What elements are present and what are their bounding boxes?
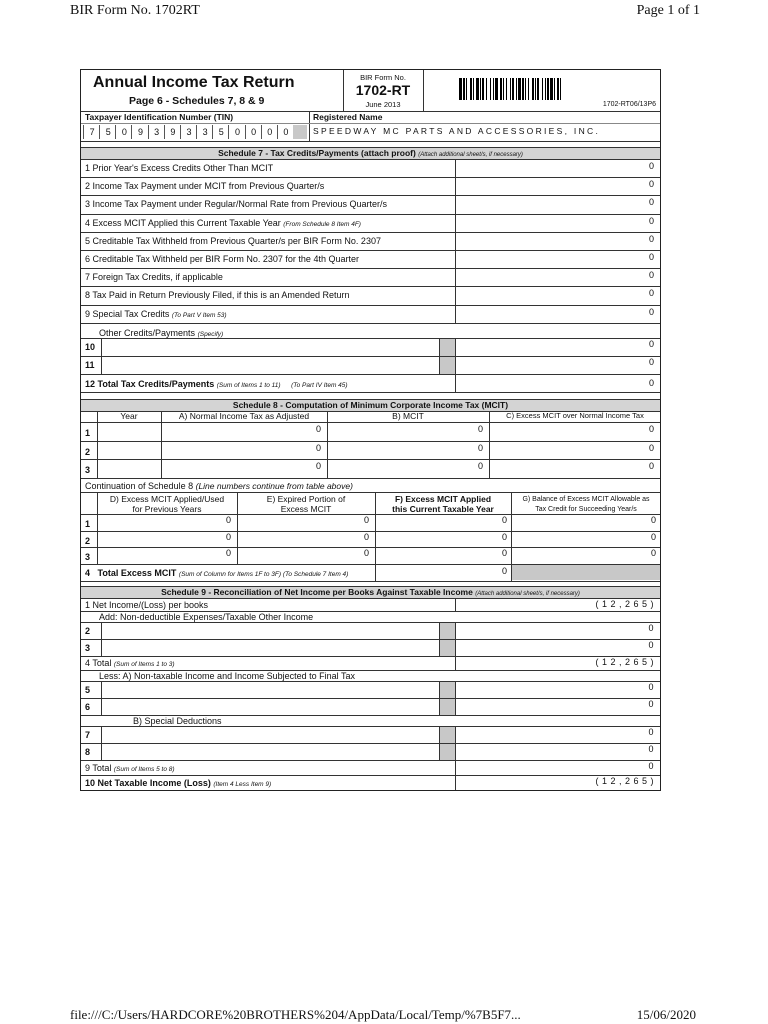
schedule9-divider: [101, 639, 102, 656]
schedule8-total-label: [85, 568, 348, 578]
schedule8-cont-num: 3: [85, 552, 91, 563]
schedule8-row-num: 2: [85, 446, 91, 457]
schedule7-item-label: [85, 218, 361, 228]
schedule8-value-f: 0: [501, 531, 507, 542]
schedule8-value-g: 0: [650, 515, 656, 525]
schedule7-other-divider: [101, 338, 102, 356]
schedule8-total-value: 0: [501, 566, 507, 576]
schedule8-value-c: 0: [648, 461, 654, 471]
schedule7-row-line: [81, 286, 660, 287]
barcode-bar: [561, 78, 564, 100]
schedule7-item-value: 0: [648, 215, 654, 226]
barcode-image: [459, 78, 655, 100]
schedule8-value-f: 0: [501, 515, 507, 525]
schedule9-item4-value: ( 1 2 , 2 6 5 ): [595, 657, 654, 667]
schedule8-row-line: [81, 478, 660, 479]
schedule7-item-value: 0: [648, 252, 654, 262]
schedule9-add-label: Add: Non-deductible Expenses/Taxable Other Income: [99, 612, 314, 622]
schedule9-header: [81, 586, 660, 599]
schedule9-shade-cell: [440, 699, 455, 715]
schedule9-title-note: (Attach additional sheet/s, if necessary): [475, 591, 580, 597]
tin-digit: 0: [277, 125, 294, 139]
schedule9-item10-text: 10 Net Taxable Income (Loss): [85, 778, 211, 788]
schedule9-item10-label: [85, 778, 271, 788]
schedule9-item9-label: [85, 763, 175, 773]
schedule7-item-label: [85, 163, 273, 173]
schedule7-value-divider: [455, 268, 456, 286]
schedule8-col-a: A) Normal Income Tax as Adjusted: [178, 411, 310, 421]
schedule7-value-divider: [455, 286, 456, 304]
tin-digit: 3: [180, 125, 197, 139]
schedule7-item-text: 1 Prior Year's Excess Credits Other Than MCIT: [85, 163, 274, 173]
schedule8-cont-num: 2: [85, 535, 91, 546]
schedule8-total-num: 4: [85, 568, 91, 578]
schedule7-item-text: 7 Foreign Tax Credits, if applicable: [85, 272, 223, 283]
schedule7-value-divider: [455, 250, 456, 268]
schedule7-row-line: [81, 195, 660, 196]
schedule8-value-c: 0: [648, 424, 654, 434]
schedule7-other-num: 10: [85, 342, 96, 352]
schedule7-value-divider: [455, 214, 456, 232]
schedule9-shade-cell: [440, 682, 455, 698]
print-header-title: BIR Form No. 1702RT: [70, 3, 200, 18]
schedule7-title: Schedule 7 - Tax Credits/Payments (attach proof): [218, 148, 416, 158]
schedule7-item-value: 0: [648, 233, 654, 244]
schedule8-row-line: [81, 459, 660, 460]
tin-digit: 9: [164, 125, 181, 139]
schedule7-other-value: 0: [648, 357, 654, 367]
schedule7-row-line: [81, 159, 660, 160]
tin-digit: 3: [148, 125, 165, 139]
schedule7-item-text: 2 Income Tax Payment under MCIT from Previous Quarter/s: [85, 181, 325, 192]
schedule8-col-divider: [97, 411, 98, 478]
schedule9-row-num: 3: [85, 643, 91, 653]
schedule7-item-note: (From Schedule 8 Item 4F): [283, 220, 361, 228]
schedule9-value-divider: [455, 743, 456, 760]
schedule7-item-label: [85, 290, 349, 300]
form-subtitle: Page 6 - Schedules 7, 8 & 9: [129, 95, 265, 107]
schedule7-row-line: [81, 214, 660, 215]
form-no-label: BIR Form No.: [360, 73, 406, 82]
schedule8-value-e: 0: [363, 531, 369, 542]
schedule8-cont-note: (Line numbers continue from table above): [195, 481, 353, 491]
schedule8-cont-divider: [97, 492, 98, 564]
tin-digit: 0: [115, 125, 132, 139]
schedule7-item-text: 3 Income Tax Payment under Regular/Normal Rate from Previous Quarter/s: [85, 199, 387, 210]
schedule7-item-note: (To Part V Item 53): [171, 311, 227, 319]
schedule9-row-value: 0: [648, 623, 654, 633]
schedule7-title-note: (Attach additional sheet/s, if necessary): [418, 152, 523, 158]
schedule9-item4-label: [85, 658, 175, 668]
col-e-line1: E) Expired Portion of: [266, 494, 346, 504]
schedule7-other-divider: [101, 356, 102, 374]
schedule7-item-text: 6 Creditable Tax Withheld per BIR Form No. 2307 for the 4th Quarter: [85, 254, 359, 264]
schedule8-cont-divider: [511, 492, 512, 564]
tin-digit: 9: [131, 125, 148, 139]
schedule9-item1-value: ( 1 2 , 2 6 5 ): [595, 599, 654, 609]
schedule7-item-text: 5 Creditable Tax Withheld from Previous Quarter/s per BIR Form No. 2307: [85, 235, 381, 246]
print-header-page: Page 1 of 1: [636, 3, 700, 18]
print-footer-date: 15/06/2020: [636, 1007, 696, 1022]
schedule7-total-label: [85, 379, 348, 389]
schedule7-item-text: 9 Special Tax Credits: [85, 308, 170, 319]
schedule8-col-b: B) MCIT: [392, 411, 424, 421]
tin-digit: 0: [261, 125, 278, 139]
schedule9-less-label: Less: A) Non-taxable Income and Income Subjected to Final Tax: [99, 671, 355, 681]
schedule9-item10-note: (Item 4 Less Item 9): [213, 781, 272, 788]
registered-name: SPEEDWAY MC PARTS AND ACCESSORIES, INC.: [313, 126, 601, 136]
schedule8-col-divider: [161, 411, 162, 478]
tin-field: [83, 125, 293, 139]
schedule7-value-divider: [455, 356, 456, 374]
schedule7-item-text: 8 Tax Paid in Return Previously Filed, if this is an Amended Return: [85, 290, 350, 301]
schedule9-row-value: 0: [648, 727, 654, 737]
schedule7-row-line: [81, 268, 660, 269]
schedule8-total-text: Total Excess MCIT: [97, 568, 177, 578]
schedule7-row-line: [81, 177, 660, 178]
schedule7-item-value: 0: [648, 161, 654, 171]
schedule7-shade-cell: [440, 339, 455, 356]
schedule9-row-num: 6: [85, 702, 91, 712]
schedule9-item9-value: 0: [648, 761, 654, 771]
tin-digit: 0: [228, 125, 245, 139]
schedule7-total-text: 12 Total Tax Credits/Payments: [85, 379, 215, 389]
schedule9-row-num: 2: [85, 626, 91, 636]
browser-print-header: [0, 0, 768, 22]
tin-digit: 3: [196, 125, 213, 139]
other-credits-label: [99, 328, 223, 338]
schedule8-cont-text: Continuation of Schedule 8: [85, 481, 194, 491]
schedule8-value-a: 0: [315, 442, 321, 453]
schedule9-ded-label: B) Special Deductions: [133, 716, 222, 726]
schedule7-item-label: [85, 236, 381, 246]
schedule8-value-g: 0: [650, 548, 656, 559]
schedule8-value-d: 0: [225, 548, 231, 559]
schedule8-total-note: (Sum of Column for Items 1F to 3F) (To Schedule 7 Item 4): [178, 571, 349, 578]
col-d-line1: D) Excess MCIT Applied/Used: [109, 494, 225, 504]
tin-digit: 5: [212, 125, 229, 139]
schedule9-value-divider: [455, 656, 456, 670]
schedule8-value-b: 0: [477, 424, 483, 434]
schedule9-divider: [101, 743, 102, 760]
schedule8-value-d: 0: [225, 531, 231, 542]
registered-name-label: Registered Name: [313, 112, 383, 122]
schedule9-shade-cell: [440, 623, 455, 639]
schedule8-cont-divider: [375, 492, 376, 564]
tin-digit: 0: [245, 125, 262, 139]
schedule7-row-line: [81, 250, 660, 251]
print-footer-url: file:///C:/Users/HARDCORE%20BROTHERS%204/AppData/Local/Temp/%7B5F7...: [70, 1007, 521, 1022]
schedule9-item4-text: 4 Total: [85, 658, 112, 668]
schedule7-item-value: 0: [648, 270, 654, 281]
schedule8-col-divider: [489, 411, 490, 478]
schedule7-value-divider: [455, 338, 456, 356]
schedule7-total-note2: (To Part IV Item 45): [291, 382, 348, 389]
schedule7-item-label: [85, 254, 359, 264]
schedule8-title: Schedule 8 - Computation of Minimum Corporate Income Tax (MCIT): [232, 400, 509, 410]
schedule9-title: Schedule 9 - Reconciliation of Net Income per Books Against Taxable Income: [161, 587, 473, 597]
tin-label: Taxpayer Identification Number (TIN): [85, 112, 234, 122]
schedule7-row-line: [81, 232, 660, 233]
schedule7-total-note1: (Sum of Items 1 to 11): [216, 382, 281, 389]
schedule7-shade-cell: [440, 357, 455, 374]
schedule8-value-d: 0: [225, 515, 231, 525]
schedule8-col-year: Year: [120, 411, 138, 421]
schedule8-cont-num: 1: [85, 519, 91, 529]
schedule8-col-g: [511, 495, 661, 515]
schedule7-value-divider: [455, 232, 456, 250]
schedule9-shade-cell: [440, 727, 455, 743]
schedule8-row-line: [81, 422, 660, 423]
schedule9-value-divider: [455, 639, 456, 656]
schedule8-row-num: 3: [85, 465, 91, 475]
schedule8-cont-divider: [237, 492, 238, 564]
schedule9-value-divider: [455, 775, 456, 790]
schedule9-row-num: 5: [85, 685, 91, 695]
schedule9-row-num: 7: [85, 730, 91, 740]
schedule7-row-line: [81, 305, 660, 306]
other-credits-note: (Specify): [197, 331, 224, 338]
schedule7-item-label: [85, 272, 223, 282]
schedule7-value-divider: [455, 305, 456, 323]
schedule9-row-value: 0: [648, 682, 654, 692]
schedule8-col-divider: [327, 411, 328, 478]
schedule9-divider: [101, 622, 102, 639]
schedule8-value-f: 0: [501, 548, 507, 559]
schedule7-row-line: [81, 323, 660, 324]
col-g-line1: G) Balance of Excess MCIT Allowable as: [522, 496, 650, 503]
schedule8-value-e: 0: [363, 515, 369, 525]
schedule9-row-value: 0: [648, 640, 654, 650]
schedule8-row-num: 1: [85, 428, 91, 438]
schedule8-continuation-label: [85, 481, 353, 491]
col-g-line2: Tax Credit for Succeeding Year/s: [535, 506, 637, 513]
schedule9-value-divider: [455, 698, 456, 715]
schedule9-item4-note: (Sum of Items 1 to 3): [113, 661, 175, 668]
schedule7-item-value: 0: [648, 306, 654, 317]
schedule9-item10-value: ( 1 2 , 2 6 5 ): [595, 776, 654, 786]
schedule8-value-e: 0: [363, 548, 369, 559]
schedule7-value-divider: [455, 177, 456, 195]
col-f-line1: F) Excess MCIT Applied: [394, 494, 492, 504]
schedule8-value-b: 0: [477, 461, 483, 471]
schedule8-col-f: [375, 494, 511, 514]
form-date: June 2013: [365, 100, 401, 109]
schedule7-item-label: [85, 309, 227, 319]
schedule9-item9-note: (Sum of Items 5 to 8): [113, 766, 175, 773]
schedule7-item-text: 4 Excess MCIT Applied this Current Taxable Year: [85, 217, 281, 228]
col-e-line2: Excess MCIT: [280, 504, 332, 514]
schedule9-item9-text: 9 Total: [85, 763, 112, 773]
schedule7-other-num: 11: [85, 360, 95, 370]
schedule7-other-value: 0: [648, 339, 654, 349]
schedule9-divider: [101, 726, 102, 743]
schedule7-item-value: 0: [648, 179, 654, 190]
form-code: 1702-RT06/13P6: [602, 101, 656, 108]
tin-digit: 7: [83, 125, 100, 139]
schedule8-value-c: 0: [648, 442, 654, 453]
other-credits-text: Other Credits/Payments: [99, 328, 196, 338]
schedule7-item-label: [85, 199, 387, 209]
tax-form: [80, 69, 661, 791]
schedule8-col-e: [237, 494, 375, 514]
schedule8-value-g: 0: [650, 531, 656, 542]
schedule8-value-a: 0: [315, 424, 321, 434]
schedule8-value-a: 0: [315, 461, 321, 471]
form-number: 1702-RT: [355, 82, 411, 98]
schedule7-value-divider: [455, 195, 456, 213]
schedule9-shade-cell: [440, 744, 455, 760]
schedule9-divider: [101, 698, 102, 715]
tin-digit: 5: [99, 125, 116, 139]
col-f-line2: this Current Taxable Year: [392, 504, 494, 514]
schedule7-value-divider: [455, 159, 456, 177]
schedule7-item-value: 0: [648, 197, 654, 208]
schedule8-row-line: [81, 441, 660, 442]
schedule9-value-divider: [455, 726, 456, 743]
schedule9-row-value: 0: [648, 744, 654, 754]
schedule8-col-d: [97, 494, 237, 514]
schedule9-value-divider: [455, 598, 456, 611]
schedule7-item-value: 0: [648, 288, 654, 299]
schedule9-value-divider: [455, 760, 456, 775]
form-title: Annual Income Tax Return: [93, 74, 295, 91]
schedule9-item1-label: 1 Net Income/(Loss) per books: [85, 600, 209, 610]
schedule9-divider: [101, 681, 102, 698]
schedule8-col-c: C) Excess MCIT over Normal Income Tax: [506, 411, 644, 420]
col-d-line2: for Previous Years: [132, 504, 202, 514]
schedule8-value-b: 0: [477, 442, 483, 453]
schedule9-shade-cell: [440, 640, 455, 656]
schedule7-item-label: [85, 181, 324, 191]
schedule9-value-divider: [455, 622, 456, 639]
schedule7-total-value: 0: [648, 378, 654, 388]
schedule9-row-value: 0: [648, 699, 654, 709]
browser-print-footer: [0, 1007, 768, 1024]
schedule9-row-num: 8: [85, 747, 91, 757]
schedule9-value-divider: [455, 681, 456, 698]
